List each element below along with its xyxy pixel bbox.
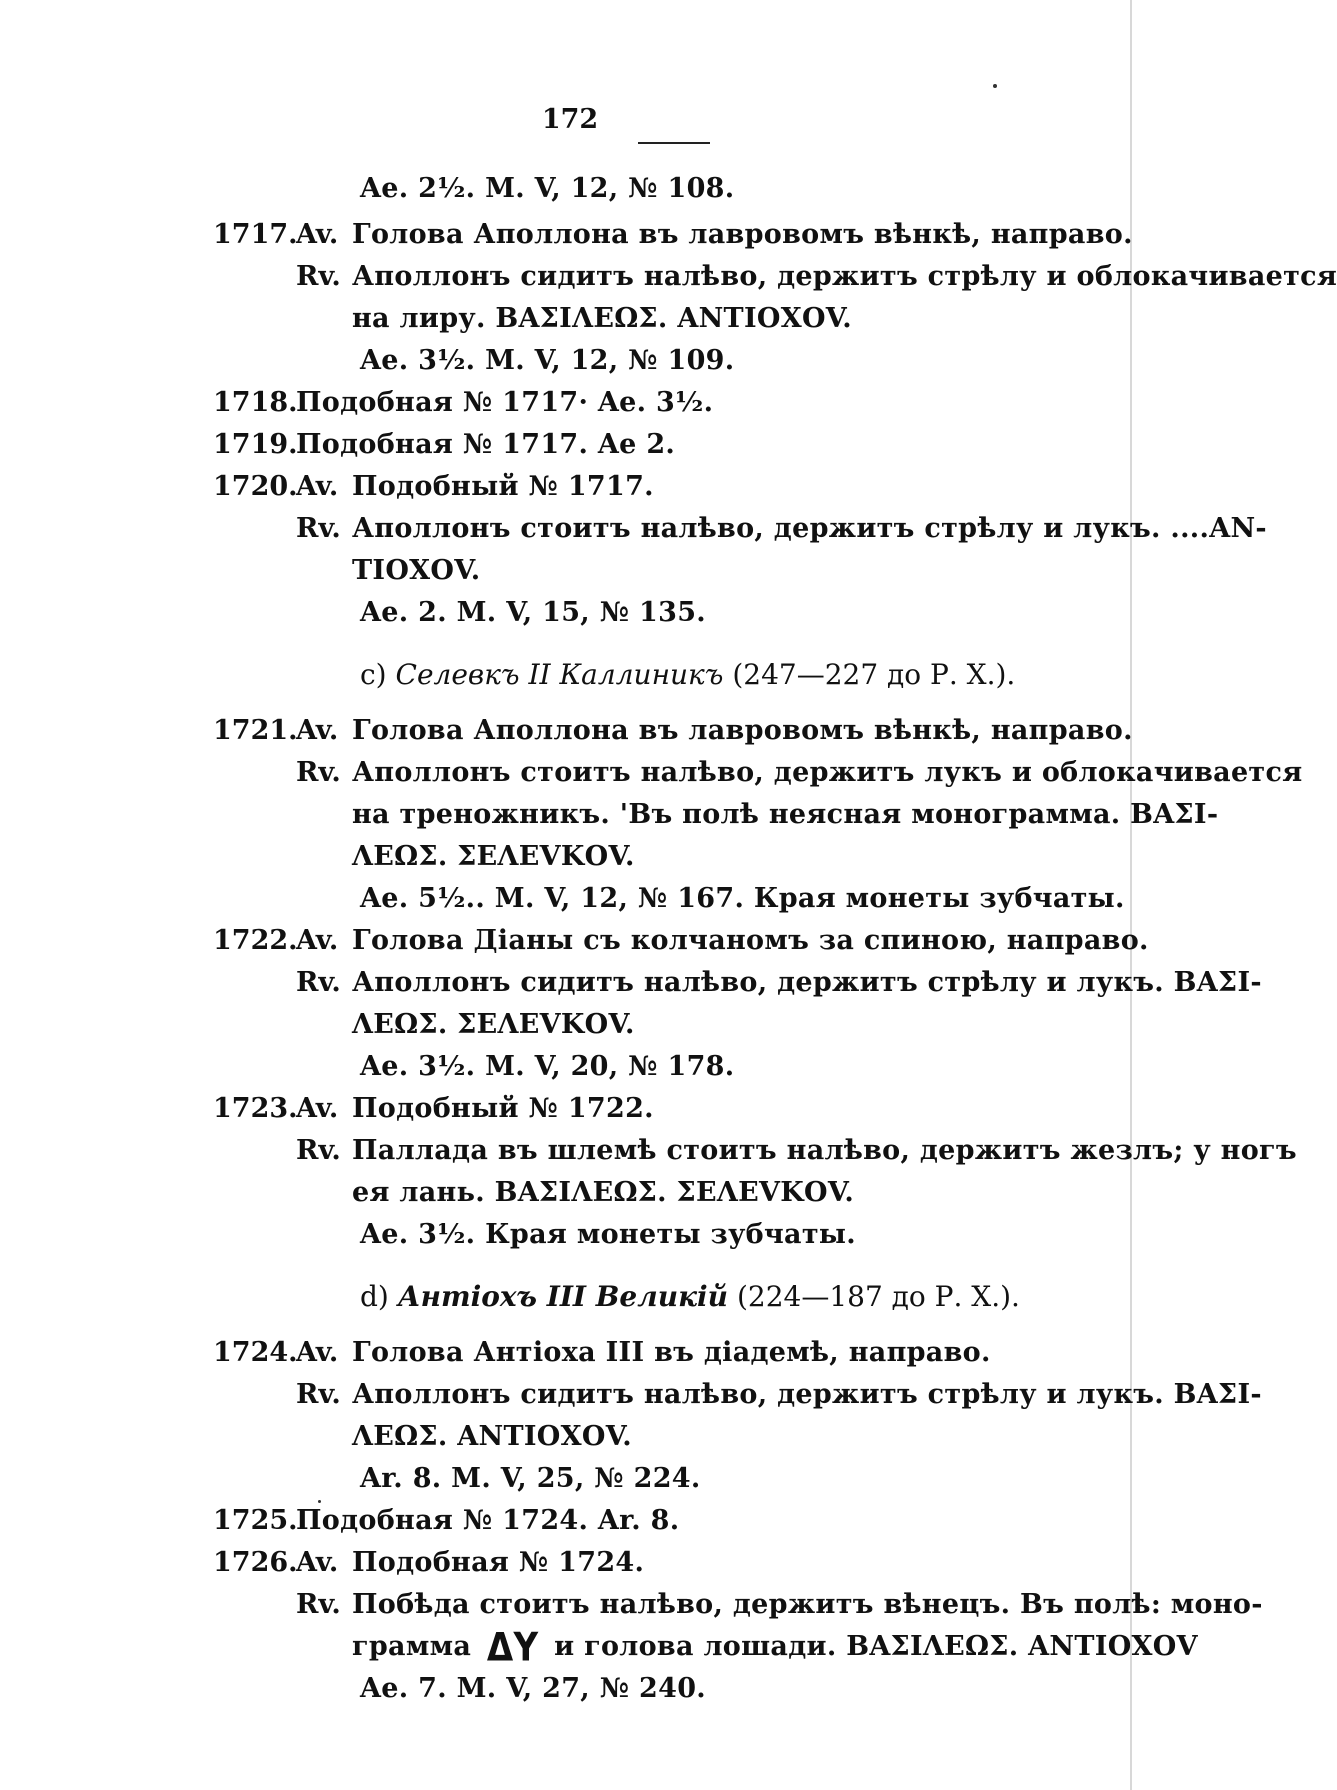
entry-1717-reverse-cont: на лиру. ΒΑΣΙΛΕΩΣ. ΑΝΤΙΟΧΟV.	[352, 303, 852, 334]
monogram-rest: и голова лошади. ΒΑΣΙΛΕΩΣ. ΑΝΤΙΟΧΟV	[554, 1631, 1198, 1662]
print-speck	[318, 1500, 321, 1503]
entry-1721-reverse: Аполлонъ стоитъ налѣво, держитъ лукъ и облокачивается	[352, 757, 1303, 788]
reverse-label: Rv.	[296, 1135, 341, 1166]
page-number-rule	[638, 142, 710, 144]
entry-1725-text: Подобная № 1724. Ar. 8.	[296, 1505, 680, 1536]
reverse-label: Rv.	[296, 261, 341, 292]
entry-1716-metadata: Ae. 2½. M. V, 12, № 108.	[360, 173, 735, 204]
reverse-label: Rv.	[296, 1379, 341, 1410]
entry-1723-metadata: Ae. 3½. Края монеты зубчаты.	[360, 1219, 856, 1250]
entry-number-1722: 1722.	[213, 925, 298, 956]
entry-1723-reverse: Паллада въ шлемѣ стоитъ налѣво, держитъ жезлъ; у ногъ	[352, 1135, 1297, 1166]
entry-1720-reverse: Аполлонъ стоитъ налѣво, держитъ стрѣлу и лукъ. ....ΑΝ-	[352, 513, 1267, 544]
reverse-label: Rv.	[296, 967, 341, 998]
section-heading-c	[360, 658, 1015, 692]
entry-1721-reverse-cont: на треножникъ. 'Въ полѣ неясная монограмма. ΒΑΣΙ-	[352, 799, 1219, 830]
reverse-label: Rv.	[296, 513, 341, 544]
entry-1720-obverse: Подобный № 1717.	[352, 471, 654, 502]
entry-number-1717: 1717.	[213, 219, 298, 250]
entry-1726-reverse: Побѣда стоитъ налѣво, держитъ вѣнецъ. Въ полѣ: моно-	[352, 1589, 1263, 1620]
entry-1719-text: Подобная № 1717. Ae 2.	[296, 429, 676, 460]
entry-1722-reverse-cont: ΛΕΩΣ. ΣΕΛΕVΚΟV.	[352, 1009, 635, 1040]
entry-1726-reverse-cont	[352, 1624, 1198, 1671]
entry-1721-metadata: Ae. 5½.. M. V, 12, № 167. Края монеты зубчаты.	[360, 883, 1125, 914]
section-d-ruler: Антіохъ III Великій	[397, 1280, 729, 1313]
entry-1717-obverse: Голова Аполлона въ лавровомъ вѣнкѣ, направо.	[352, 219, 1133, 250]
entry-number-1726: 1726.	[213, 1547, 298, 1578]
obverse-label: Av.	[296, 471, 339, 502]
obverse-label: Av.	[296, 715, 339, 746]
entry-number-1719: 1719.	[213, 429, 298, 460]
entry-1722-metadata: Ae. 3½. M. V, 20, № 178.	[360, 1051, 735, 1082]
entry-number-1724: 1724.	[213, 1337, 298, 1368]
entry-1718-text: Подобная № 1717· Ae. 3½.	[296, 387, 714, 418]
reverse-label: Rv.	[296, 1589, 341, 1620]
obverse-label: Av.	[296, 925, 339, 956]
page-number: 172	[541, 104, 599, 135]
monogram-label: грамма	[352, 1631, 472, 1662]
section-c-dates: (247—227 до Р. Х.).	[732, 658, 1016, 691]
entry-number-1721: 1721.	[213, 715, 298, 746]
section-c-prefix: c)	[360, 658, 387, 691]
obverse-label: Av.	[296, 1093, 339, 1124]
entry-1724-obverse: Голова Антіоха III въ діадемѣ, направо.	[352, 1337, 991, 1368]
entry-number-1723: 1723.	[213, 1093, 298, 1124]
entry-1724-metadata: Ar. 8. M. V, 25, № 224.	[360, 1463, 701, 1494]
section-heading-d	[360, 1280, 1020, 1314]
obverse-label: Av.	[296, 219, 339, 250]
monogram-symbol: ΔY	[486, 1624, 539, 1671]
section-d-dates: (224—187 до Р. Х.).	[736, 1280, 1020, 1313]
entry-1717-metadata: Ae. 3½. M. V, 12, № 109.	[360, 345, 735, 376]
entry-number-1720: 1720.	[213, 471, 298, 502]
entry-1720-metadata: Ae. 2. M. V, 15, № 135.	[360, 597, 707, 628]
section-c-ruler: Селевкъ II Каллиникъ	[395, 658, 724, 691]
entry-number-1725: 1725.	[213, 1505, 298, 1536]
entry-1726-obverse: Подобная № 1724.	[352, 1547, 645, 1578]
entry-1717-reverse: Аполлонъ сидитъ налѣво, держитъ стрѣлу и облокачивается	[352, 261, 1337, 292]
entry-1720-reverse-cont: ΤΙΟΧΟV.	[352, 555, 481, 586]
entry-1721-obverse: Голова Аполлона въ лавровомъ вѣнкѣ, направо.	[352, 715, 1133, 746]
entry-1723-obverse: Подобный № 1722.	[352, 1093, 654, 1124]
reverse-label: Rv.	[296, 757, 341, 788]
entry-1726-metadata: Ae. 7. M. V, 27, № 240.	[360, 1673, 707, 1704]
entry-1724-reverse: Аполлонъ сидитъ налѣво, держитъ стрѣлу и лукъ. ΒΑΣΙ-	[352, 1379, 1262, 1410]
entry-number-1718: 1718.	[213, 387, 298, 418]
entry-1724-reverse-cont: ΛΕΩΣ. ΑΝΤΙΟΧΟV.	[352, 1421, 632, 1452]
print-speck	[993, 84, 997, 88]
entry-1723-reverse-cont: ея лань. ΒΑΣΙΛΕΩΣ. ΣΕΛΕVΚΟV.	[352, 1177, 855, 1208]
obverse-label: Av.	[296, 1337, 339, 1368]
entry-1721-reverse-cont2: ΛΕΩΣ. ΣΕΛΕVΚΟV.	[352, 841, 635, 872]
entry-1722-reverse: Аполлонъ сидитъ налѣво, держитъ стрѣлу и лукъ. ΒΑΣΙ-	[352, 967, 1262, 998]
obverse-label: Av.	[296, 1547, 339, 1578]
entry-1722-obverse: Голова Діаны съ колчаномъ за спиною, направо.	[352, 925, 1149, 956]
section-d-prefix: d)	[360, 1280, 389, 1313]
